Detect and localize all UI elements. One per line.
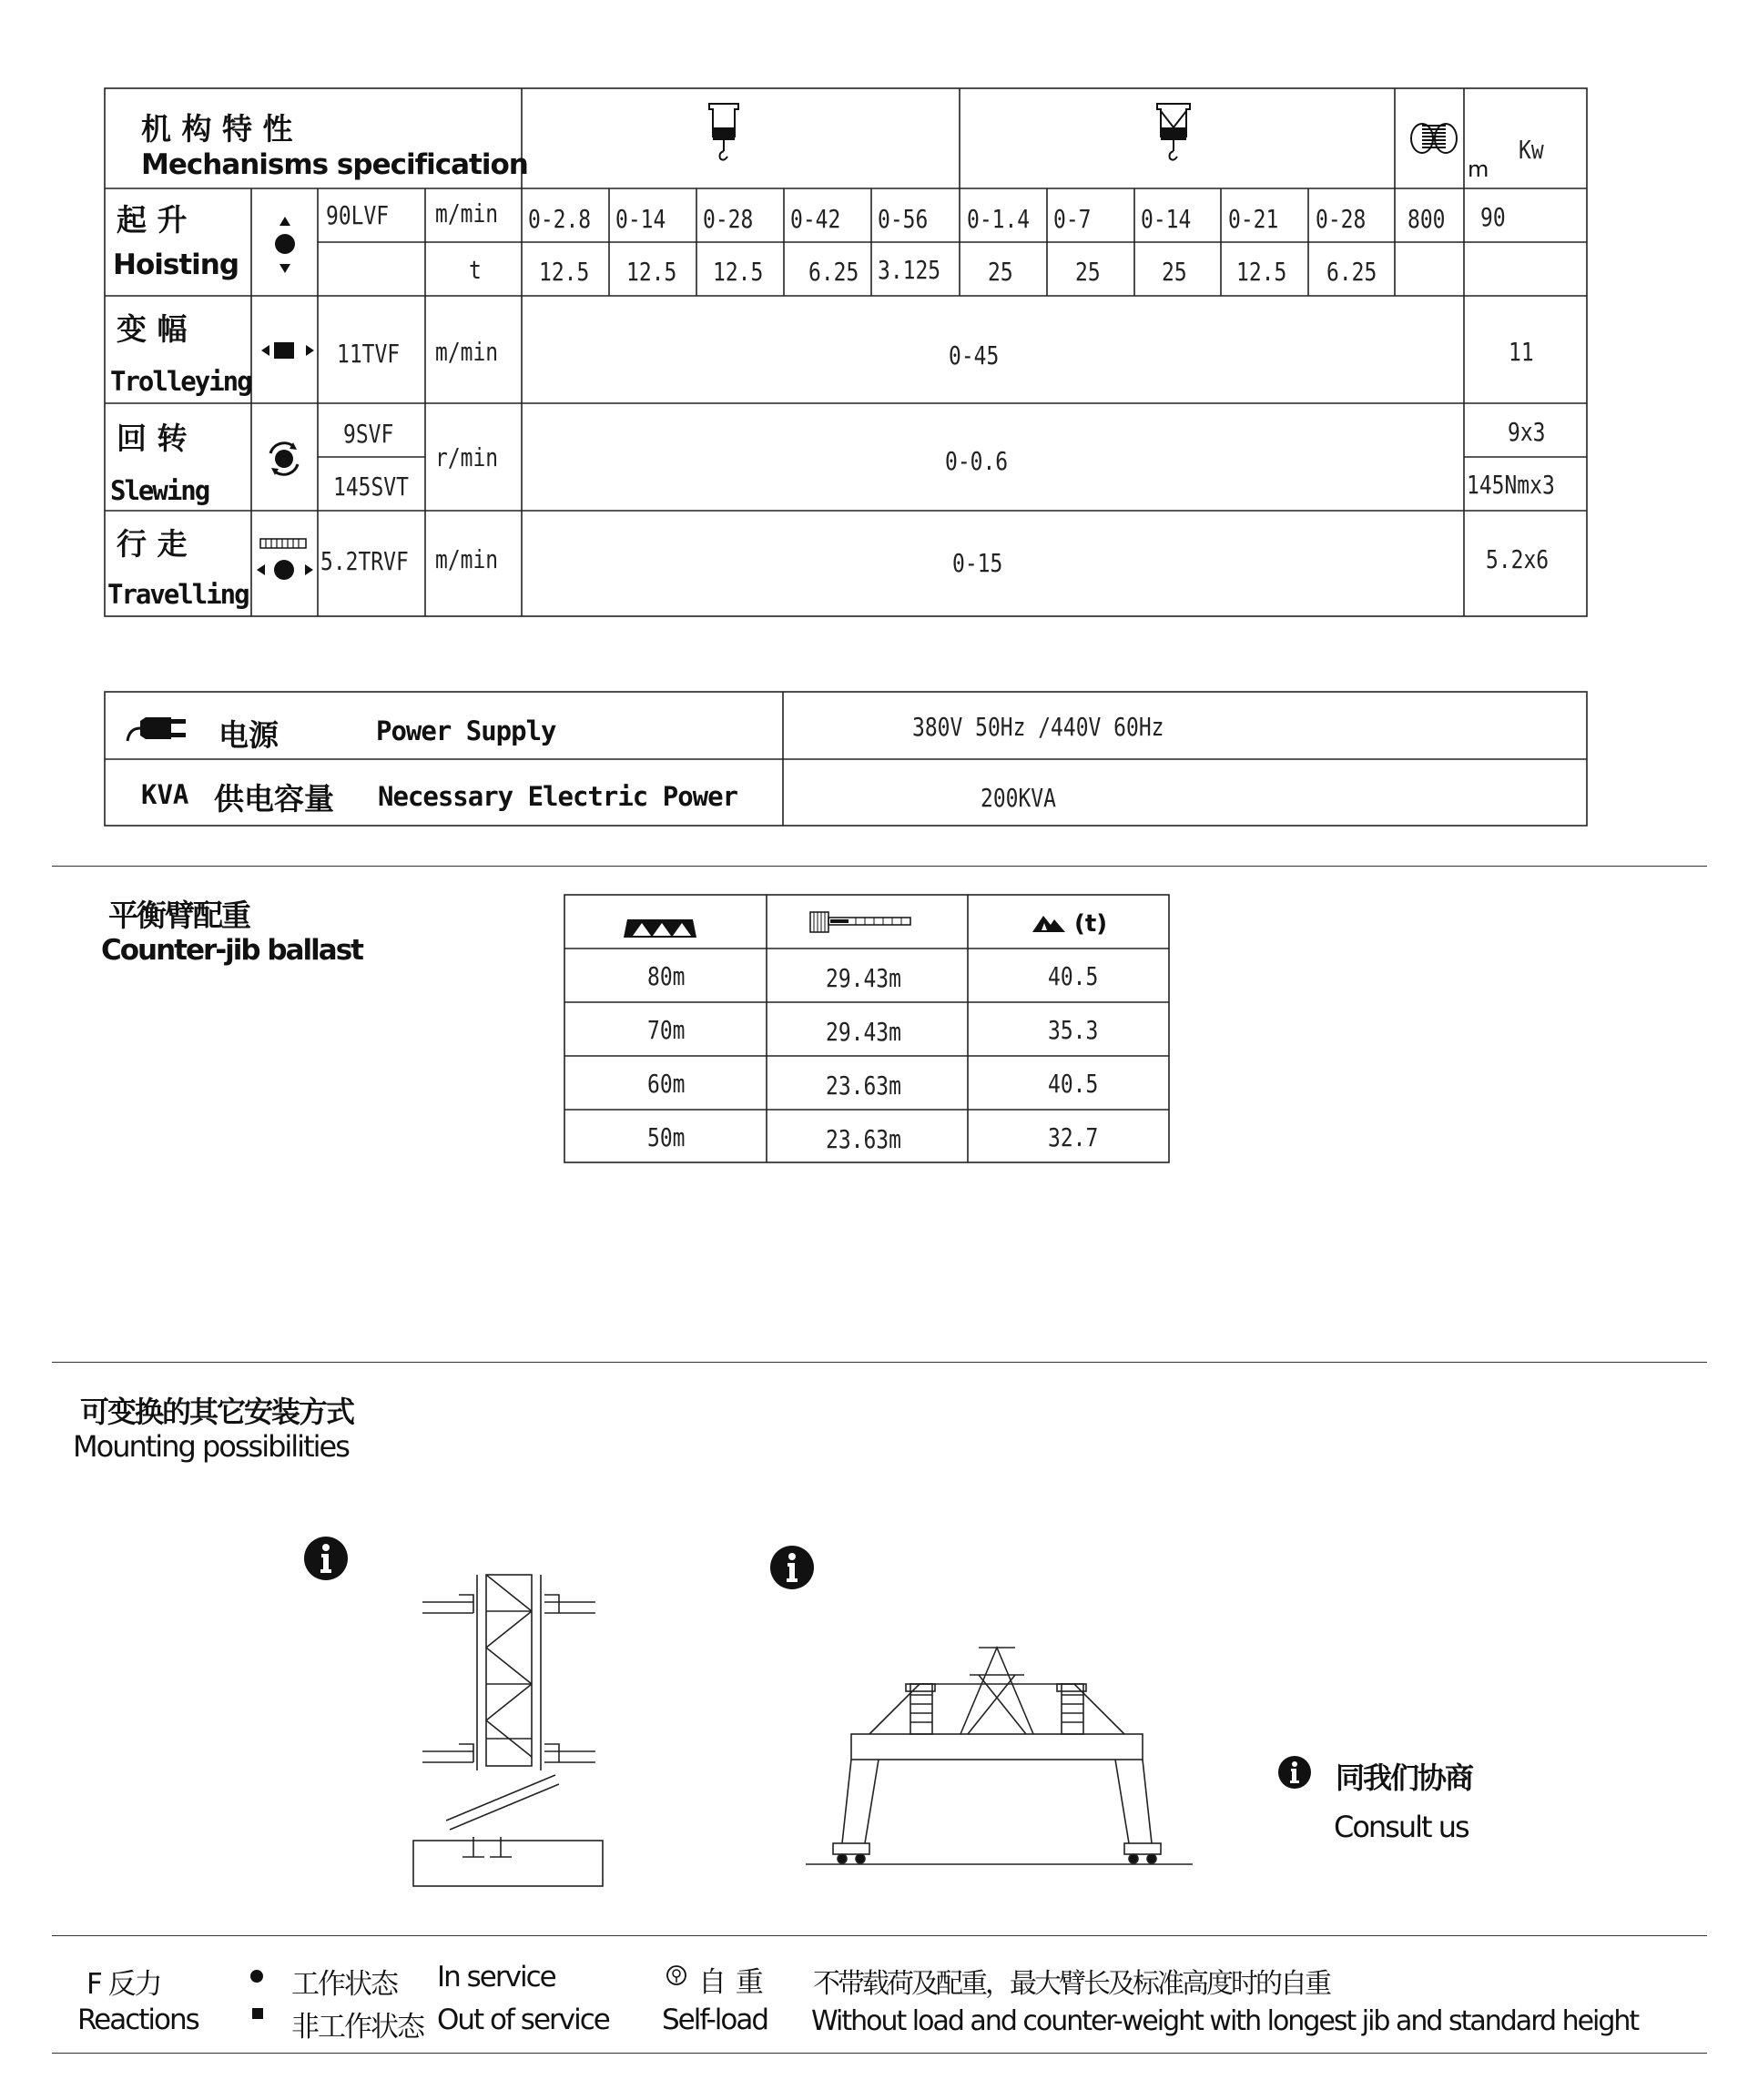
hoisting-load: 25 (988, 257, 1013, 287)
ballast-jib: 50m (647, 1122, 686, 1152)
hoisting-load: 12.5 (713, 257, 764, 287)
slewing-range: 0-0.6 (945, 446, 1009, 476)
self-load-cn: 自 重 (698, 1966, 764, 1999)
hoisting-speed: 0-21 (1228, 204, 1279, 234)
ballast-title-en: Counter-jib ballast (101, 934, 362, 967)
travelling-motor: 5.2TRVF (320, 546, 409, 576)
travelling-label-cn: 行 走 (117, 526, 188, 562)
trolleying-label-en: Trolleying (110, 366, 251, 397)
ballast-counterjib: 29.43m (826, 963, 901, 993)
ballast-jib: 60m (647, 1069, 686, 1099)
jib-length-icon (624, 918, 698, 939)
ballast-title-cn: 平衡臂配重 (108, 898, 249, 933)
slewing-power-1: 9x3 (1508, 417, 1546, 447)
col-m-label: m (1468, 157, 1489, 182)
section-divider (52, 2053, 1707, 2054)
hoisting-speed: 0-42 (790, 204, 841, 234)
power-supply-en: Power Supply (376, 715, 556, 746)
ballast-weight: 32.7 (1048, 1122, 1099, 1152)
ballast-weight: 35.3 (1048, 1015, 1099, 1045)
power-capacity-cn: 供电容量 (214, 781, 334, 817)
travelling-unit: m/min (435, 544, 499, 574)
consult-en: Consult us (1334, 1810, 1469, 1844)
hoisting-speed: 0-28 (703, 204, 754, 234)
hoisting-label-en: Hoisting (113, 249, 239, 281)
ballast-weight: 40.5 (1048, 961, 1099, 991)
portal-gantry-drawing (801, 1638, 1202, 1875)
hoisting-load: 25 (1075, 257, 1101, 287)
reactions-en: Reactions (77, 2004, 198, 2036)
ballast-weight-unit: (t) (1074, 910, 1108, 938)
mechanisms-header-cn: 机 构 特 性 (141, 111, 293, 147)
trolleying-motor: 11TVF (337, 339, 401, 369)
hoisting-load: 25 (1162, 257, 1187, 287)
climbing-tower-drawing (401, 1566, 619, 1902)
info-icon (1277, 1755, 1312, 1790)
slewing-label-en: Slewing (110, 475, 209, 506)
ballast-counterjib: 29.43m (826, 1017, 901, 1047)
ballast-jib: 80m (647, 961, 686, 991)
in-service-en: In service (437, 1961, 555, 1993)
power-supply-value: 380V 50Hz /440V 60Hz (912, 712, 1164, 742)
hoisting-speed: 0-2.8 (528, 204, 592, 234)
out-of-service-cn: 非工作状态 (291, 2011, 423, 2044)
kva-label: KVA (141, 779, 189, 810)
col-kw-label: Kw (1519, 135, 1544, 165)
hoisting-speed: 0-28 (1316, 204, 1367, 234)
section-divider (52, 1362, 1707, 1363)
info-icon (303, 1536, 349, 1581)
power-capacity-value: 200KVA (981, 783, 1056, 813)
slewing-unit: r/min (435, 442, 499, 472)
in-service-cn: 工作状态 (291, 1968, 397, 2001)
power-supply-cn: 电源 (218, 717, 279, 753)
self-load-desc-en: Without load and counter-weight with longest jib and standard height (811, 2005, 1639, 2037)
out-of-service-en: Out of service (437, 2004, 609, 2036)
mechanisms-header-en: Mechanisms specification (141, 148, 528, 181)
info-icon (769, 1545, 815, 1590)
hoisting-speed: 0-7 (1053, 204, 1092, 234)
consult-cn: 同我们协商 (1336, 1760, 1473, 1795)
hoisting-label-cn: 起 升 (117, 202, 188, 238)
hoisting-load: 6.25 (1326, 257, 1377, 287)
power-capacity-en: Necessary Electric Power (378, 781, 738, 812)
hoisting-height: 800 (1408, 204, 1446, 234)
section-divider (52, 1935, 1707, 1936)
ballast-counterjib: 23.63m (826, 1124, 901, 1154)
hoisting-power: 90 (1480, 202, 1506, 232)
self-load-desc-cn: 不带载荷及配重，最大臂长及标准高度时的自重 (813, 1968, 1329, 2000)
trolleying-unit: m/min (435, 337, 499, 367)
ballast-weight: 40.5 (1048, 1069, 1099, 1099)
self-load-en: Self-load (662, 2004, 768, 2036)
trolleying-power: 11 (1509, 337, 1534, 367)
travelling-range: 0-15 (952, 548, 1003, 578)
hoisting-speed: 0-14 (615, 204, 666, 234)
slewing-label-cn: 回 转 (117, 421, 188, 456)
hoisting-load: 12.5 (1236, 257, 1287, 287)
hoisting-load: 12.5 (539, 257, 590, 287)
reactions-cn: F 反力 (86, 1968, 161, 2001)
bullet-dot-icon (249, 1969, 264, 1983)
slewing-power-2: 145Nmx3 (1467, 470, 1555, 500)
hoisting-speed: 0-1.4 (967, 204, 1031, 234)
hoisting-speed: 0-56 (878, 204, 929, 234)
hoisting-load: 12.5 (626, 257, 677, 287)
hoisting-unit-speed: m/min (435, 198, 499, 228)
slewing-motor-2: 145SVT (333, 472, 409, 502)
ballast-counterjib: 23.63m (826, 1070, 901, 1101)
ballast-jib: 70m (647, 1015, 686, 1045)
hoisting-motor: 90LVF (326, 200, 390, 230)
self-load-icon (666, 1964, 687, 1986)
travelling-label-en: Travelling (107, 579, 249, 610)
hoisting-speed: 0-14 (1141, 204, 1192, 234)
counter-jib-icon (808, 908, 914, 936)
trolleying-range: 0-45 (949, 340, 1000, 370)
mounting-title-cn: 可变换的其它安装方式 (80, 1395, 354, 1429)
hoisting-unit-load: t (469, 255, 482, 285)
hoisting-load: 3.125 (878, 255, 941, 285)
travelling-power: 5.2x6 (1486, 544, 1550, 574)
slewing-motor-1: 9SVF (343, 419, 394, 449)
trolleying-label-cn: 变 幅 (117, 311, 188, 347)
weight-icon (1031, 912, 1067, 934)
mounting-title-en: Mounting possibilities (73, 1429, 349, 1464)
hoisting-load: 6.25 (808, 257, 859, 287)
bullet-square-icon (251, 2007, 264, 2020)
